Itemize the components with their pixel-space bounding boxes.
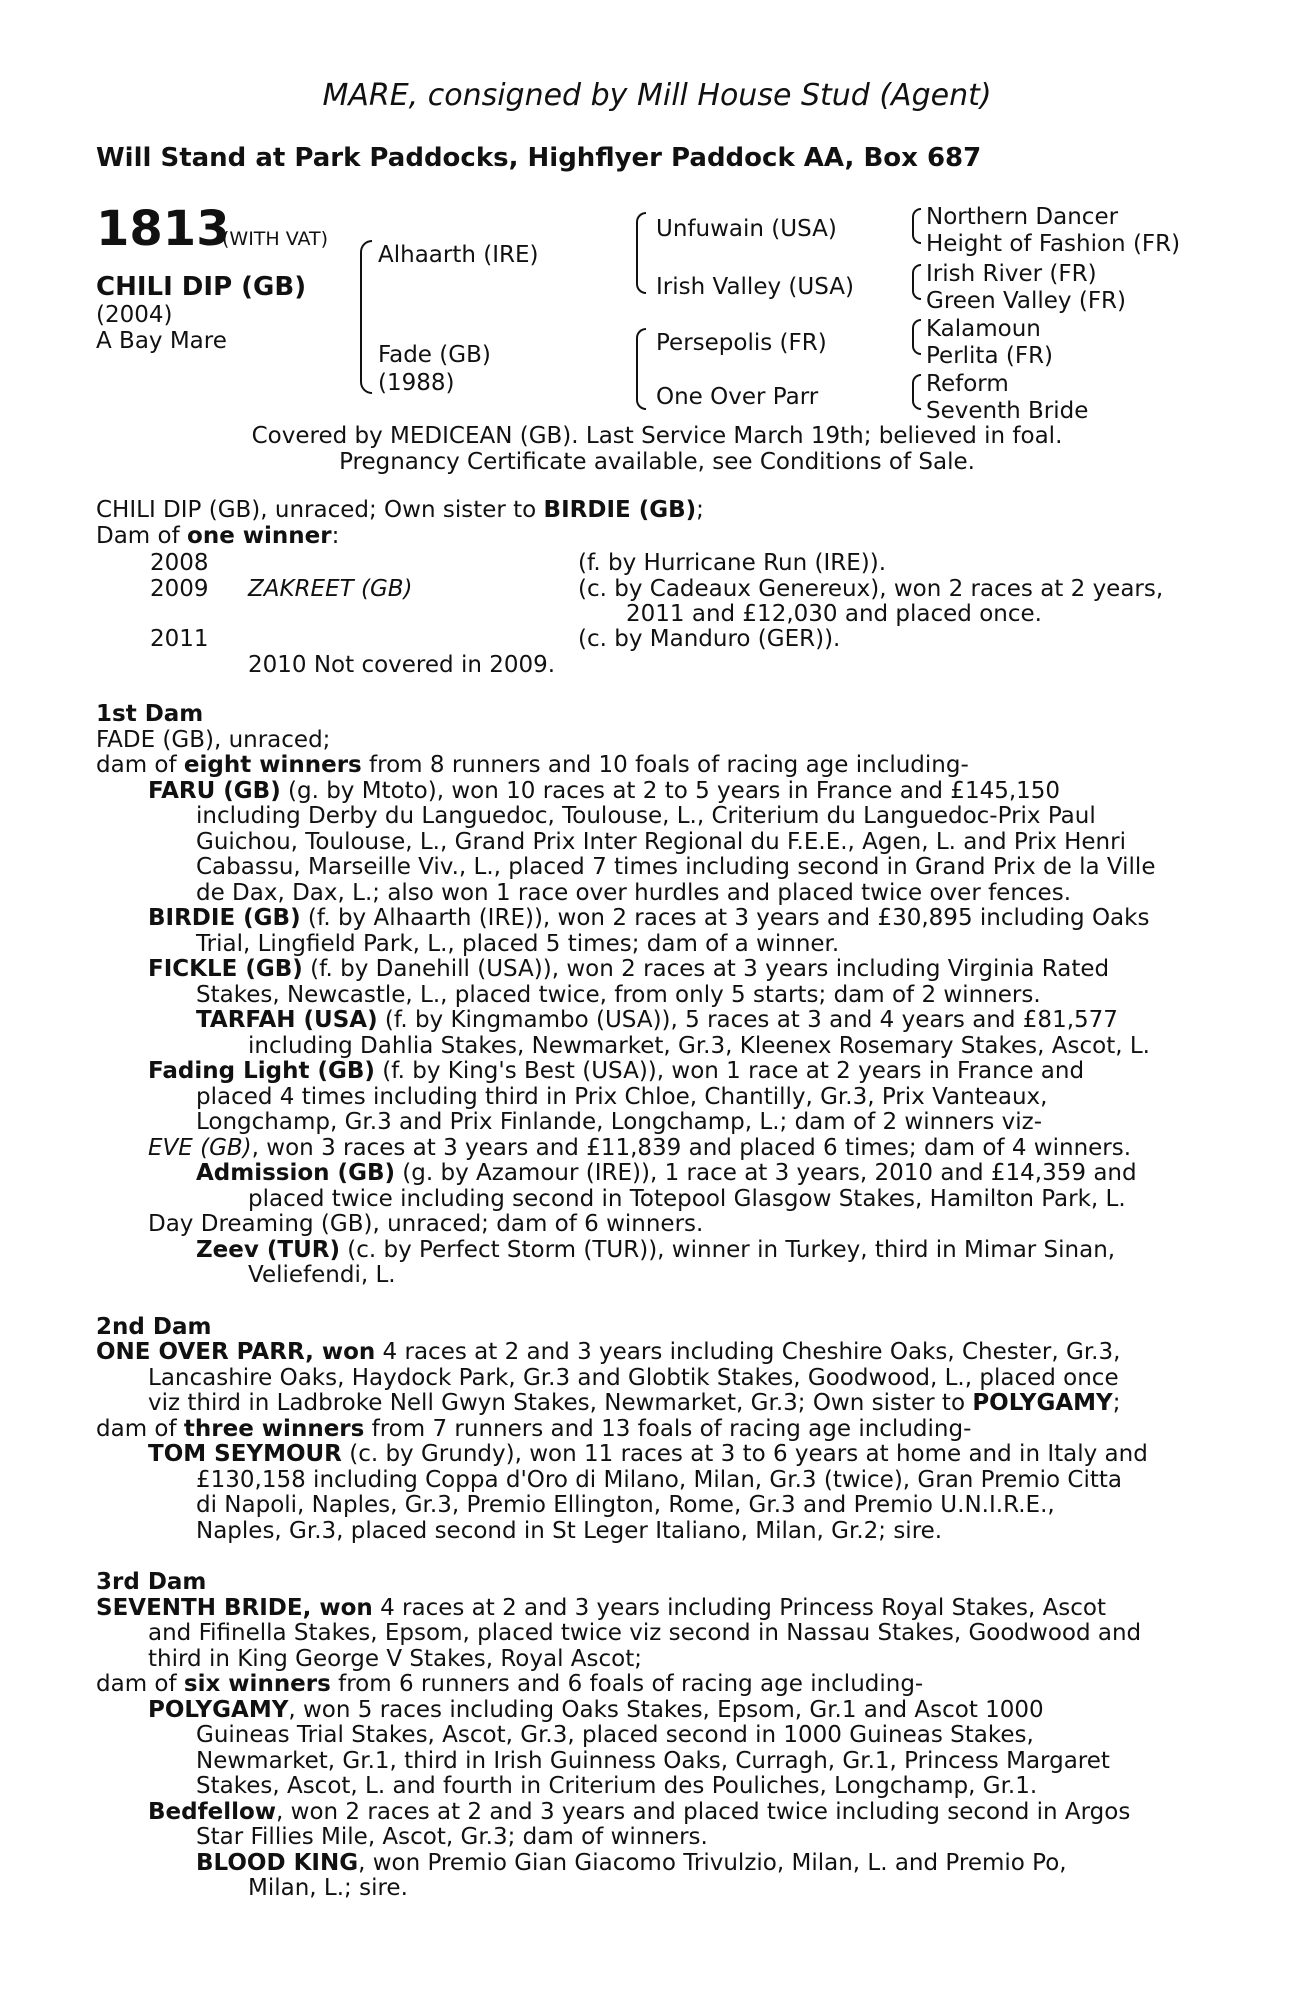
first-dam-line: FADE (GB), unraced; [96, 726, 331, 753]
admission-text: (g. by Azamour (IRE)), 1 race at 3 years, 2010 and £14,359 and [395, 1160, 1137, 1186]
foal-detail-2011: (c. by Manduro (GER)). [578, 626, 841, 652]
dam-history [96, 702, 1206, 1902]
pedigree-g8: Seventh Bride [926, 398, 1089, 424]
faru-text-3: Guichou, Toulouse, L., Grand Prix Inter Regional du F.E.E., Agen, L. and Prix Henri [196, 828, 1126, 855]
third-dam-name: SEVENTH BRIDE [96, 1594, 303, 1621]
tom-text-4: Naples, Gr.3, placed second in St Leger Italiano, Milan, Gr.2; sire. [196, 1517, 943, 1544]
foal-detail-2009-cont: 2011 and £12,030 and placed once. [626, 601, 1042, 627]
faru-text-2: including Derby du Languedoc, Toulouse, L., Criterium du Languedoc-Prix Paul [196, 803, 1096, 829]
blood-text-2: Milan, L.; sire. [248, 1875, 408, 1901]
birdie-text: (f. by Alhaarth (IRE)), won 2 races at 3 years and £30,895 including Oaks [300, 905, 1150, 931]
bed-text: , won 2 races at 2 and 3 years and placed twice including second in Argos [276, 1798, 1131, 1825]
foal-year-2009: 2009 [150, 576, 209, 602]
zeev-text-2: Veliefendi, L. [248, 1262, 396, 1288]
eve-text: , won 3 races at 3 years and £11,839 and placed 6 times; dam of 4 winners. [251, 1134, 1132, 1161]
page-title: MARE, consigned by Mill House Stud (Agent) [322, 78, 992, 113]
foal-note: 2010 Not covered in 2009. [248, 652, 556, 678]
pedigree-brace-g78 [912, 374, 921, 410]
tom-text-3: di Napoli, Naples, Gr.3, Premio Ellington, Rome, Gr.3 and Premio U.N.I.R.E., [196, 1492, 1055, 1518]
second-dam-heading: 2nd Dam [96, 1313, 212, 1340]
foal-detail-2008: (f. by Hurricane Run (IRE)). [578, 550, 887, 576]
admission-text-2: placed twice including second in Totepool Glasgow Stakes, Hamilton Park, L. [248, 1185, 1126, 1212]
fd-runners: from 8 runners and 10 foals of racing age including- [361, 752, 969, 778]
sd-winners: three winners [183, 1415, 365, 1442]
horse-name: CHILI DIP (GB) [96, 272, 307, 302]
progeny-admission: Admission (GB) [196, 1160, 395, 1186]
second-dam-text-3: viz third in Ladbroke Nell Gwyn Stakes, Newmarket, Gr.3; Own sister to [148, 1390, 973, 1416]
pedigree-dam-sire: Persepolis (FR) [656, 330, 827, 356]
pedigree-sire: Alhaarth (IRE) [378, 242, 539, 268]
intro-text: CHILI DIP (GB), unraced; Own sister to [96, 497, 544, 523]
faru-text-4: Cabassu, Marseille Viv., L., placed 7 times including second in Grand Prix de la Ville [196, 854, 1156, 880]
tarfah-text-2: including Dahlia Stakes, Newmarket, Gr.3, Kleenex Rosemary Stakes, Ascot, L. [248, 1032, 1150, 1059]
fd-winners: eight winners [183, 752, 362, 778]
pedigree-dam: Fade (GB) [378, 342, 491, 368]
intro-punct: ; [696, 497, 704, 523]
pedigree-g5: Kalamoun [926, 316, 1041, 342]
pedigree-brace-main [360, 240, 372, 394]
fickle-text: (f. by Danehill (USA)), won 2 races at 3 years including Virginia Rated [302, 956, 1110, 982]
foal-year-2008: 2008 [150, 550, 209, 576]
faru-text: (g. by Mtoto), won 10 races at 2 to 5 years in France and £145,150 [280, 777, 1061, 804]
progeny-tom-seymour: TOM SEYMOUR [148, 1441, 342, 1467]
td-winners: six winners [183, 1671, 331, 1697]
pedigree-sire-dam: Irish Valley (USA) [656, 274, 854, 300]
pedigree-dam-year: (1988) [378, 370, 455, 396]
first-dam-heading: 1st Dam [96, 701, 204, 727]
blood-text: , won Premio Gian Giacomo Trivulzio, Milan, L. and Premio Po, [358, 1849, 1067, 1876]
third-dam-heading: 3rd Dam [96, 1569, 207, 1595]
covering-note: Covered by MEDICEAN (GB). Last Service March 19th; believed in foal. [251, 423, 1063, 449]
progeny-bedfellow: Bedfellow [148, 1798, 277, 1825]
pedigree-sire-sire: Unfuwain (USA) [656, 216, 837, 242]
progeny-faru: FARU (GB) [148, 777, 281, 804]
fading-text-2: placed 4 times including third in Prix Chloe, Chantilly, Gr.3, Prix Vanteaux, [196, 1083, 1048, 1110]
bed-text-2: Star Fillies Mile, Ascot, Gr.3; dam of winners. [196, 1824, 708, 1850]
pedigree-g4: Green Valley (FR) [926, 288, 1127, 314]
pedigree-g7: Reform [926, 371, 1009, 397]
third-dam-text-2: and Fifinella Stakes, Epsom, placed twice viz second in Nassau Stakes, Goodwood and [148, 1620, 1142, 1646]
second-dam-text-2: Lancashire Oaks, Haydock Park, Gr.3 and Globtik Stakes, Goodwood, L., placed once [148, 1364, 1119, 1391]
intro-winners: one winner [187, 522, 332, 549]
horse-description: A Bay Mare [96, 328, 227, 354]
progeny-birdie: BIRDIE (GB) [148, 905, 301, 931]
pedigree-brace-dam [636, 328, 646, 410]
lot-number: 1813 [96, 201, 230, 257]
second-dam-sister: POLYGAMY [972, 1390, 1113, 1416]
pregnancy-note: Pregnancy Certificate available, see Conditions of Sale. [339, 449, 975, 475]
foal-year-2011: 2011 [150, 626, 209, 652]
progeny-day-dreaming: Day Dreaming (GB), unraced; dam of 6 winners. [148, 1211, 704, 1237]
second-dam-punct: ; [1112, 1390, 1121, 1416]
progeny-zeev: Zeev (TUR) [196, 1236, 340, 1263]
progeny-tarfah: TARFAH (USA) [196, 1007, 378, 1033]
pedigree-brace-g12 [912, 208, 921, 244]
tom-text: (c. by Grundy), won 11 races at 3 to 6 years at home and in Italy and [341, 1441, 1148, 1467]
lot-vat: (WITH VAT) [222, 228, 329, 250]
horse-year: (2004) [96, 302, 173, 328]
progeny-eve: EVE (GB) [148, 1134, 252, 1161]
pedigree-brace-sire [636, 212, 646, 294]
poly-text-2: Guineas Trial Stakes, Ascot, Gr.3, placed second in 1000 Guineas Stakes, [196, 1722, 1034, 1748]
pedigree-brace-g56 [912, 319, 921, 355]
fd-dam-of: dam of [96, 752, 184, 778]
third-dam-text: 4 races at 2 and 3 years including Princess Royal Stakes, Ascot [372, 1594, 1107, 1621]
sd-dam-of: dam of [96, 1415, 184, 1442]
progeny-fading-light: Fading Light (GB) [148, 1058, 375, 1084]
pedigree-dam-dam: One Over Parr [656, 384, 819, 410]
birdie-text-2: Trial, Lingfield Park, L., placed 5 times; dam of a winner. [196, 930, 840, 957]
poly-text: , won 5 races including Oaks Stakes, Epsom, Gr.1 and Ascot 1000 [288, 1696, 1044, 1723]
progeny-fickle: FICKLE (GB) [148, 956, 303, 982]
intro-colon: : [331, 522, 340, 549]
fading-text-3: Longchamp, Gr.3 and Prix Finlande, Longchamp, L.; dam of 2 winners viz- [196, 1109, 1043, 1135]
progeny-blood-king: BLOOD KING [196, 1849, 359, 1876]
second-dam-text: 4 races at 2 and 3 years including Cheshire Oaks, Chester, Gr.3, [375, 1339, 1121, 1365]
sd-runners: from 7 runners and 13 foals of racing age including- [364, 1415, 972, 1442]
stand-location: Will Stand at Park Paddocks, Highflyer Paddock AA, Box 687 [96, 143, 982, 173]
tom-text-2: £130,158 including Coppa d'Oro di Milano, Milan, Gr.3 (twice), Gran Premio Citta [196, 1466, 1123, 1493]
third-dam-won: , won [302, 1594, 373, 1621]
intro-block [96, 498, 1206, 549]
intro-sister-name: BIRDIE (GB) [543, 497, 697, 523]
foal-detail-2009: (c. by Cadeaux Genereux), won 2 races at 2 years, [578, 576, 1164, 602]
second-dam-won: , won [305, 1339, 376, 1365]
pedigree-g2: Height of Fashion (FR) [926, 231, 1181, 257]
fading-text: (f. by King's Best (USA)), won 1 race at 2 years in France and [374, 1058, 1085, 1084]
pedigree-g3: Irish River (FR) [926, 261, 1097, 287]
third-dam-text-3: third in King George V Stakes, Royal Ascot; [148, 1645, 642, 1672]
fickle-text-2: Stakes, Newcastle, L., placed twice, from only 5 starts; dam of 2 winners. [196, 981, 1041, 1008]
tarfah-text: (f. by Kingmambo (USA)), 5 races at 3 and 4 years and £81,577 [377, 1007, 1118, 1033]
poly-text-4: Stakes, Ascot, L. and fourth in Criterium des Pouliches, Longchamp, Gr.1. [196, 1773, 1038, 1799]
pedigree-g1: Northern Dancer [926, 204, 1119, 230]
foal-name-2009: ZAKREET (GB) [248, 576, 413, 602]
pedigree-g6: Perlita (FR) [926, 343, 1054, 369]
td-runners: from 6 runners and 6 foals of racing age including- [330, 1671, 924, 1697]
poly-text-3: Newmarket, Gr.1, third in Irish Guinness Oaks, Curragh, Gr.1, Princess Margaret [196, 1747, 1110, 1774]
second-dam-name: ONE OVER PARR [96, 1339, 306, 1365]
progeny-polygamy: POLYGAMY [148, 1696, 289, 1723]
faru-text-5: de Dax, Dax, L.; also won 1 race over hurdles and placed twice over fences. [196, 879, 1071, 906]
zeev-text: (c. by Perfect Storm (TUR)), winner in Turkey, third in Mimar Sinan, [339, 1236, 1116, 1263]
td-dam-of: dam of [96, 1671, 184, 1697]
pedigree-brace-g34 [912, 264, 921, 300]
intro-dam-of: Dam of [96, 522, 188, 549]
